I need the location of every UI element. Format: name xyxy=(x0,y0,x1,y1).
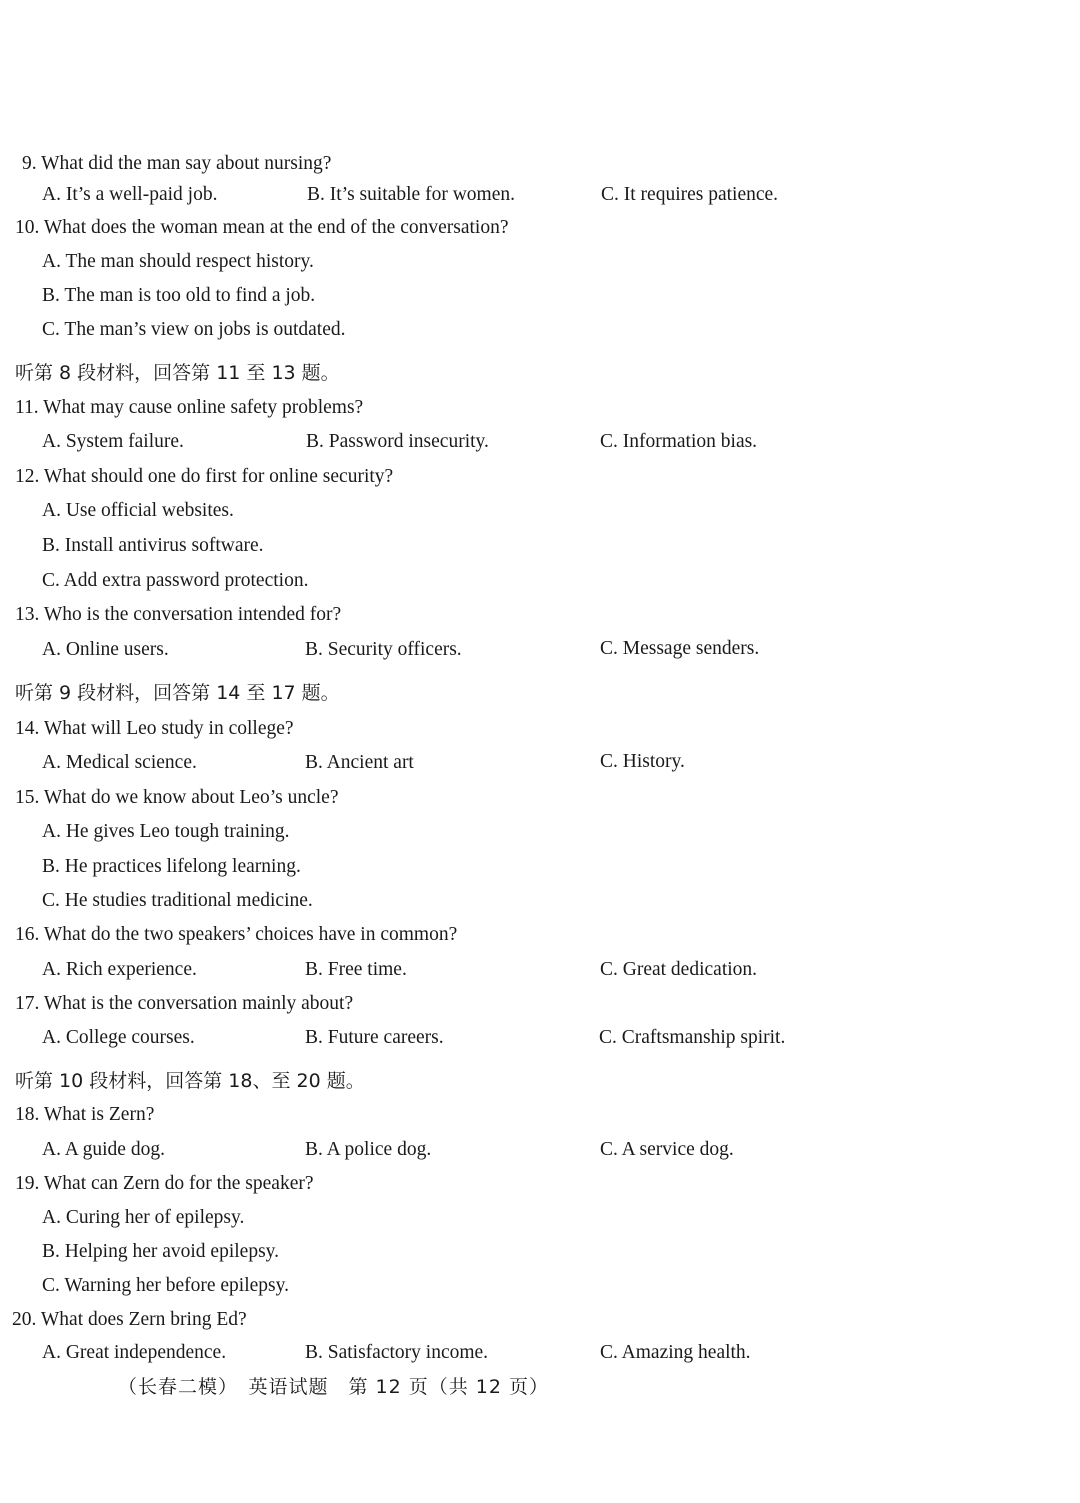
question-15-option-a: A. He gives Leo tough training. xyxy=(42,821,290,842)
question-16-option-c: C. Great dedication. xyxy=(600,959,758,980)
question-11-stem: 11. What may cause online safety problems? xyxy=(15,397,364,418)
question-9-stem: 9. What did the man say about nursing? xyxy=(22,153,332,174)
section-9-header: 听第 9 段材料，回答第 14 至 17 题。 xyxy=(15,682,340,704)
question-16-stem: 16. What do the two speakers’ choices have in common? xyxy=(15,924,458,945)
question-15-option-b: B. He practices lifelong learning. xyxy=(42,856,301,877)
section-10-header: 听第 10 段材料，回答第 18、至 20 题。 xyxy=(15,1070,365,1092)
question-9-option-b: B. It’s suitable for women. xyxy=(307,184,515,205)
question-19-option-b: B. Helping her avoid epilepsy. xyxy=(42,1241,280,1262)
question-9-option-a: A. It’s a well-paid job. xyxy=(42,184,218,205)
question-20-option-a: A. Great independence. xyxy=(42,1342,227,1363)
question-11-option-c: C. Information bias. xyxy=(600,431,758,452)
question-12-option-c: C. Add extra password protection. xyxy=(42,570,309,591)
question-20-option-c: C. Amazing health. xyxy=(600,1342,751,1363)
question-13-option-c: C. Message senders. xyxy=(600,638,760,659)
section-8-header: 听第 8 段材料，回答第 11 至 13 题。 xyxy=(15,362,340,384)
question-11-option-a: A. System failure. xyxy=(42,431,184,452)
question-18-stem: 18. What is Zern? xyxy=(15,1104,155,1125)
question-15-option-c: C. He studies traditional medicine. xyxy=(42,890,313,911)
question-20-stem: 20. What does Zern bring Ed? xyxy=(12,1309,247,1330)
question-19-stem: 19. What can Zern do for the speaker? xyxy=(15,1173,314,1194)
question-17-stem: 17. What is the conversation mainly about? xyxy=(15,993,354,1014)
question-17-option-c: C. Craftsmanship spirit. xyxy=(599,1027,786,1048)
question-9-option-c: C. It requires patience. xyxy=(601,184,779,205)
question-15-stem: 15. What do we know about Leo’s uncle? xyxy=(15,787,339,808)
question-20-option-b: B. Satisfactory income. xyxy=(305,1342,489,1363)
question-16-option-b: B. Free time. xyxy=(305,959,407,980)
question-12-stem: 12. What should one do first for online security? xyxy=(15,466,394,487)
question-13-stem: 13. Who is the conversation intended for? xyxy=(15,604,342,625)
question-10-option-a: A. The man should respect history. xyxy=(42,251,314,272)
question-19-option-c: C. Warning her before epilepsy. xyxy=(42,1275,289,1296)
question-18-option-a: A. A guide dog. xyxy=(42,1139,165,1160)
question-13-option-a: A. Online users. xyxy=(42,639,169,660)
question-18-option-c: C. A service dog. xyxy=(600,1139,734,1160)
question-13-option-b: B. Security officers. xyxy=(305,639,462,660)
question-11-option-b: B. Password insecurity. xyxy=(306,431,489,452)
question-10-stem: 10. What does the woman mean at the end of the conversation? xyxy=(15,217,509,238)
question-14-option-c: C. History. xyxy=(600,751,685,772)
question-18-option-b: B. A police dog. xyxy=(305,1139,432,1160)
question-16-option-a: A. Rich experience. xyxy=(42,959,197,980)
question-12-option-a: A. Use official websites. xyxy=(42,500,234,521)
page-footer: （长春二模） 英语试题 第 12 页（共 12 页） xyxy=(118,1376,550,1398)
question-10-option-c: C. The man’s view on jobs is outdated. xyxy=(42,319,346,340)
question-14-stem: 14. What will Leo study in college? xyxy=(15,718,294,739)
question-17-option-b: B. Future careers. xyxy=(305,1027,444,1048)
question-17-option-a: A. College courses. xyxy=(42,1027,195,1048)
question-14-option-b: B. Ancient art xyxy=(305,752,414,773)
question-14-option-a: A. Medical science. xyxy=(42,752,197,773)
question-19-option-a: A. Curing her of epilepsy. xyxy=(42,1207,245,1228)
question-10-option-b: B. The man is too old to find a job. xyxy=(42,285,316,306)
question-12-option-b: B. Install antivirus software. xyxy=(42,535,264,556)
